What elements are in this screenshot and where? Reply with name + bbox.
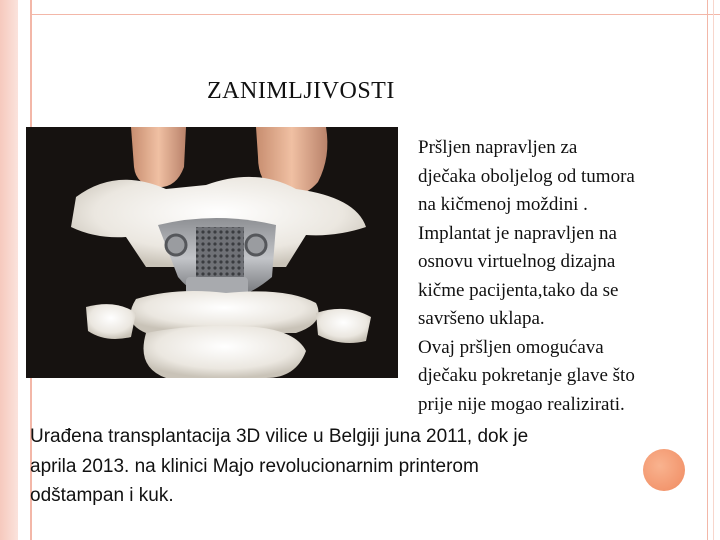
- note-line: aprila 2013. na klinici Majo revolucionarnim printerom: [30, 455, 479, 477]
- description-line: savršeno uklapa.: [418, 308, 545, 329]
- description-line: na kičmenoj moždini .: [418, 194, 588, 215]
- frame-line-right-inner: [713, 0, 714, 540]
- frame-line-horizontal: [30, 14, 720, 15]
- description-line: prije nije mogao realizirati.: [418, 393, 625, 415]
- implant-description: [418, 134, 708, 419]
- description-line: kičme pacijenta,tako da se: [418, 279, 619, 301]
- description-line: osnovu virtuelnog dizajna: [418, 251, 616, 272]
- decorative-orange-circle: [643, 449, 685, 491]
- description-line: Implantat je napravljen na: [418, 222, 617, 244]
- note-line: odštampan i kuk.: [30, 485, 174, 506]
- vertebra-implant-photo: [26, 127, 398, 378]
- vertebra-implant-illustration: [26, 127, 398, 378]
- frame-band-decoration: [0, 0, 18, 540]
- description-line: dječaku pokretanje glave što: [418, 365, 635, 386]
- transplant-note: [30, 422, 670, 511]
- description-line: dječaka oboljelog od tumora: [418, 165, 635, 187]
- description-line: Pršljen napravljen za: [418, 137, 578, 158]
- slide-title: ZANIMLJIVOSTI: [207, 78, 395, 104]
- description-line: Ovaj pršljen omogućava: [418, 336, 604, 358]
- note-line: Urađena transplantacija 3D vilice u Belgiji juna 2011, dok je: [30, 426, 529, 447]
